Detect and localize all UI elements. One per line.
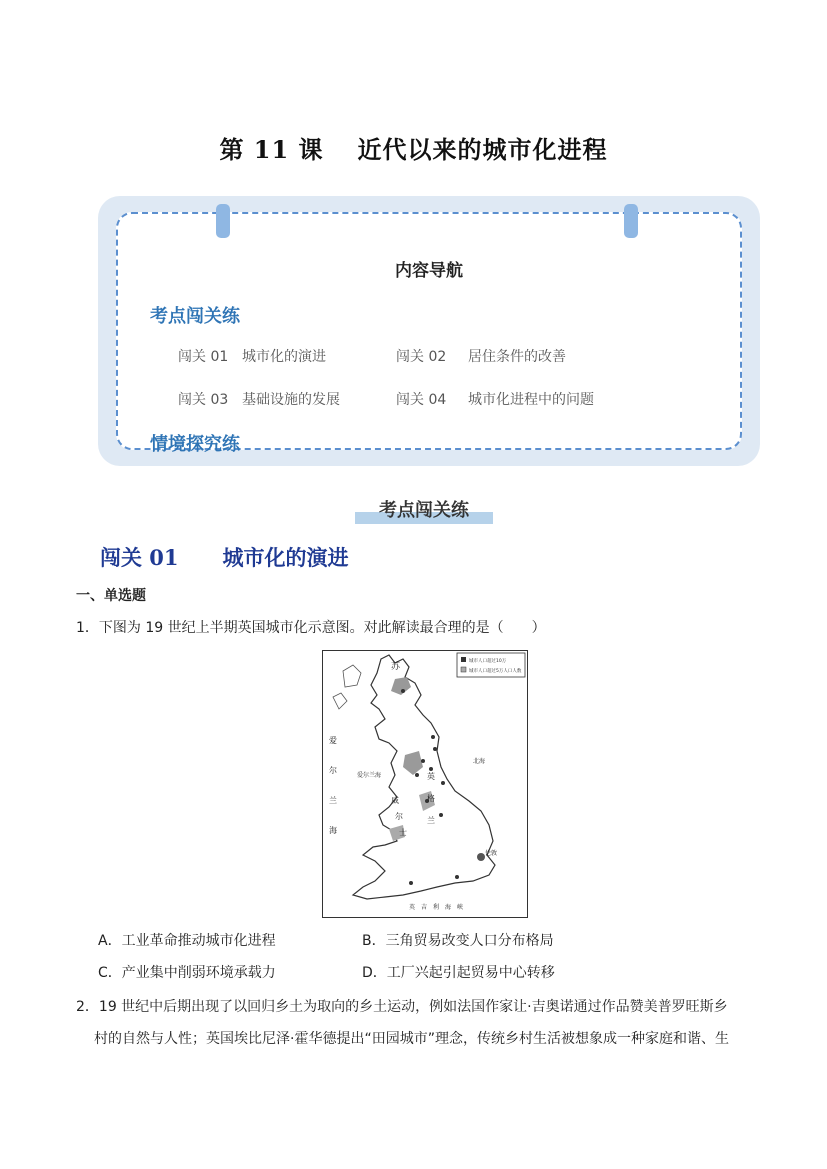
label-london: 伦敦 (485, 850, 498, 857)
label-england-2: 格 (427, 794, 435, 803)
city-dot (401, 689, 405, 693)
label-north-sea: 北海 (473, 758, 486, 765)
label-england-1: 英 (427, 772, 435, 781)
city-dot (439, 813, 443, 817)
navigation-title: 内容导航 (395, 261, 463, 281)
map-svg (323, 651, 527, 917)
page-title (0, 130, 827, 165)
shaded-region-scotland (391, 677, 411, 695)
binder-tab-right (624, 204, 638, 238)
label-sea-left-2: 尔 (329, 766, 337, 775)
label-wales-3: 士 (399, 828, 407, 837)
label-channel-2: 吉 (421, 904, 428, 911)
britain-urbanization-map (322, 650, 528, 918)
option-b[interactable]: B．三角贸易改变人口分布格局 (362, 933, 554, 949)
legend-swatch-area (461, 667, 466, 672)
city-dot (433, 747, 437, 751)
label-channel-5: 峡 (457, 904, 464, 911)
island-outline (333, 693, 347, 709)
legend-label-2: 城市人口超过5万人口人数 (469, 669, 522, 674)
city-dot (431, 735, 435, 739)
question-2-line-2: 村的自然与人性；英国埃比尼泽·霍华德提出“田园城市”理念，传统乡村生活被想象成一种家庭和谐、生 (94, 1031, 729, 1047)
label-channel-3: 利 (433, 904, 440, 911)
city-dot-london (477, 853, 485, 861)
navigation-dashed-frame (116, 212, 742, 455)
lesson-number: 第 11 课 (219, 135, 324, 164)
legend-label-1: 城市人口超过10万 (469, 659, 507, 664)
question-1-stem: 1．下图为 19 世纪上半期英国城市化示意图。对此解读最合理的是（ ） (76, 620, 546, 636)
nav-item-gate-03[interactable]: 闯关 03 基础设施的发展 (178, 392, 340, 408)
nav-item-gate-04[interactable]: 闯关 04 城市化进程中的问题 (396, 392, 594, 408)
nav-item-gate-01[interactable]: 闯关 01 城市化的演进 (178, 349, 326, 365)
option-c[interactable]: C．产业集中削弱环境承载力 (98, 965, 276, 981)
label-channel-1: 英 (409, 904, 416, 911)
option-d[interactable]: D．工厂兴起引起贸易中心转移 (362, 965, 555, 981)
section-label: 一、单选题 (76, 588, 146, 604)
lesson-name: 近代以来的城市化进程 (357, 135, 608, 164)
island-outline (343, 665, 361, 687)
label-sea-left-4: 海 (329, 826, 337, 835)
city-dot (409, 881, 413, 885)
nav-heading-scenario[interactable]: 情境探究练 (150, 434, 240, 455)
label-channel-4: 海 (445, 904, 452, 911)
nav-heading-checkpoint[interactable]: 考点闯关练 (150, 306, 240, 327)
label-england-3: 兰 (427, 816, 435, 825)
gate-heading: 闯关 01 城市化的演进 (100, 545, 349, 570)
label-irish-sea: 爱尔兰海 (357, 772, 382, 779)
content-navigation-card (98, 196, 760, 466)
city-dot (415, 773, 419, 777)
label-scotland: 苏 (391, 662, 401, 672)
label-wales-1: 威 (391, 796, 399, 805)
label-sea-left-1: 爱 (329, 736, 337, 745)
label-wales-2: 尔 (395, 812, 403, 821)
binder-tab-left (216, 204, 230, 238)
label-sea-left-3: 兰 (329, 796, 337, 805)
shaded-region-lancashire (403, 751, 423, 775)
legend-swatch-dot (461, 657, 466, 662)
section-banner: 考点闯关练 (355, 496, 493, 526)
option-a[interactable]: A．工业革命推动城市化进程 (98, 933, 276, 949)
city-dot (455, 875, 459, 879)
nav-item-gate-02[interactable]: 闯关 02 居住条件的改善 (396, 349, 566, 365)
question-2-line-1: 2．19 世纪中后期出现了以回归乡土为取向的乡土运动，例如法国作家让·吉奥诺通过作品赞美普罗旺斯乡 (76, 999, 728, 1015)
city-dot (421, 759, 425, 763)
city-dot (441, 781, 445, 785)
city-dot (429, 767, 433, 771)
